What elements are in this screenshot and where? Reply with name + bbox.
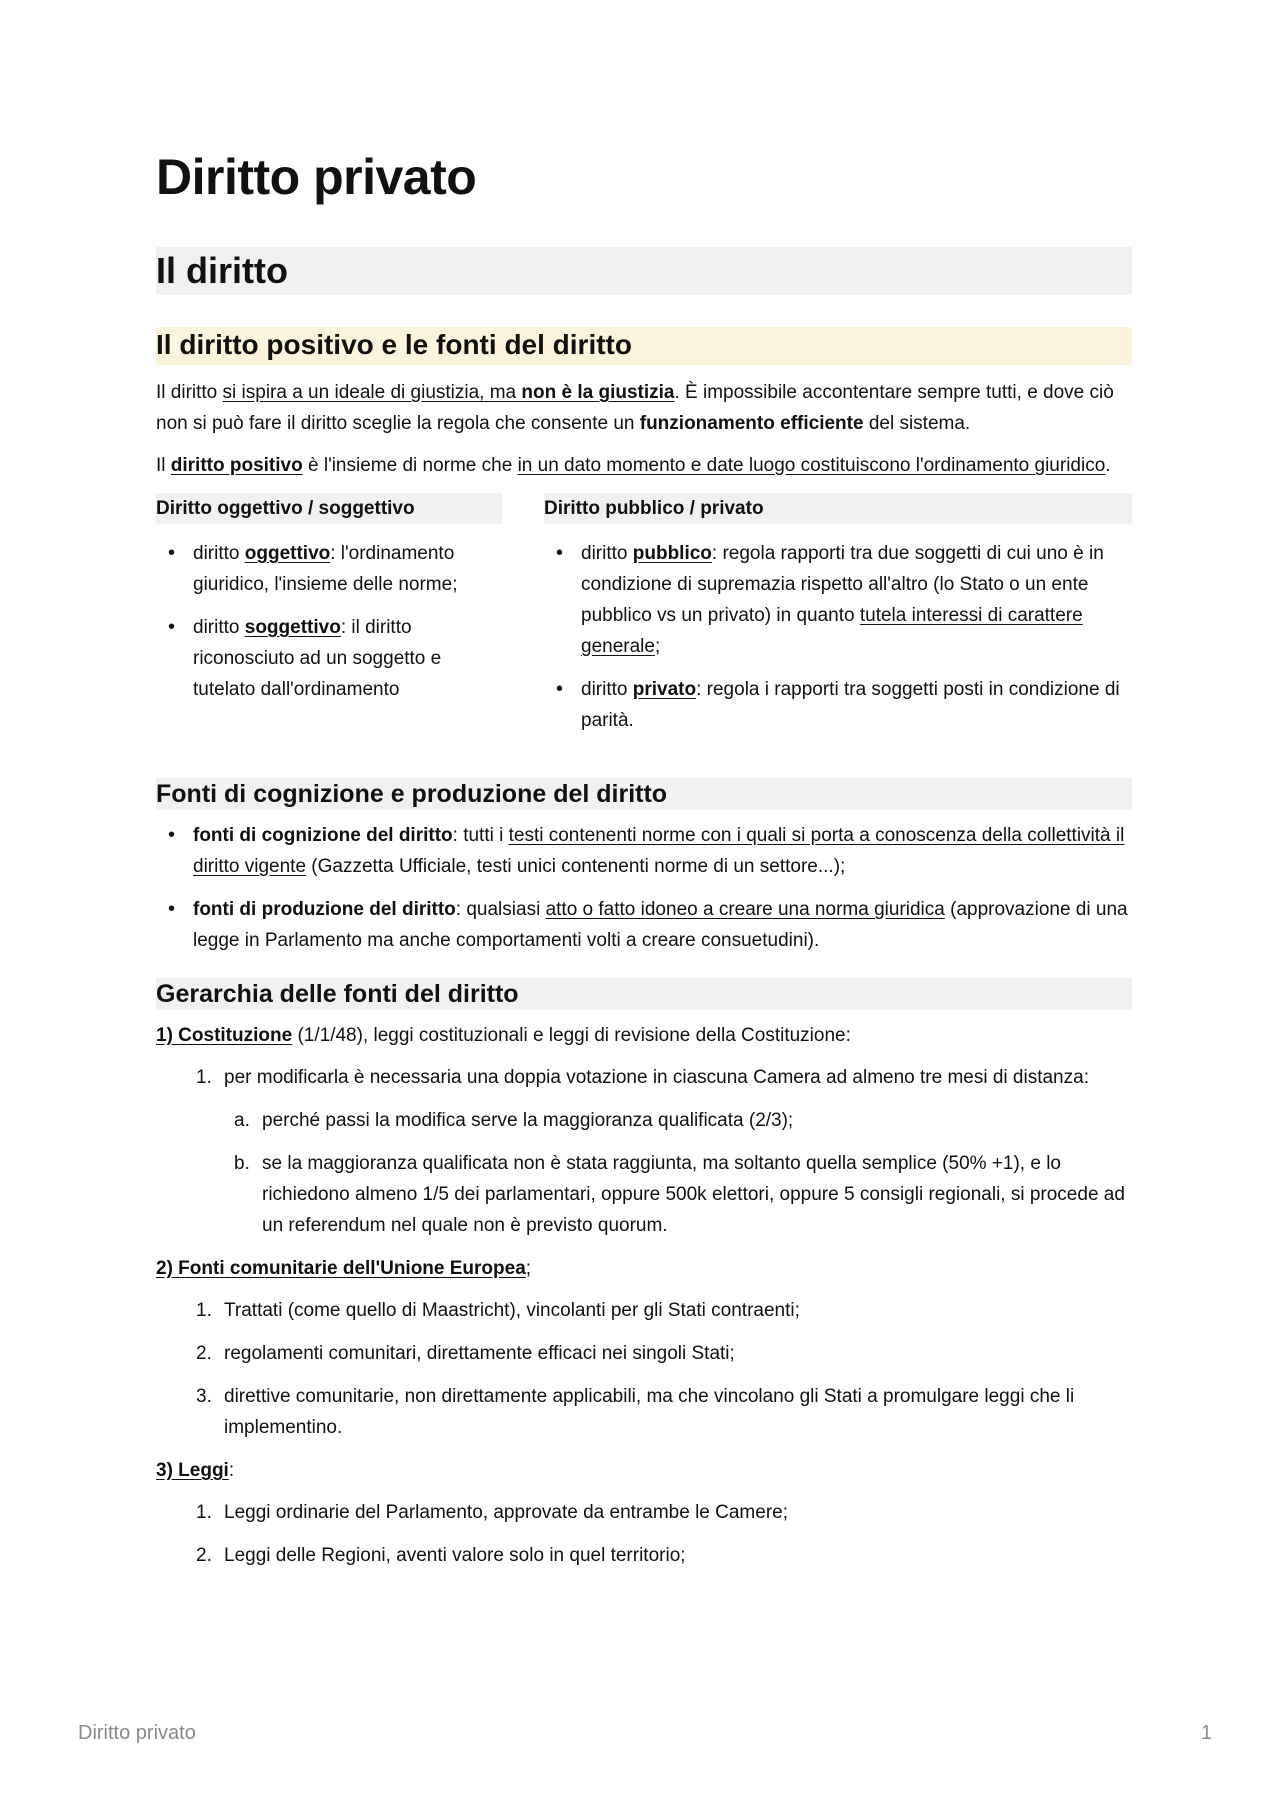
gerarchia-item-costituzione [156, 1020, 1132, 1051]
lettered-list [224, 1105, 1132, 1241]
column-heading: Diritto pubblico / privato [544, 493, 1132, 524]
text: (Gazzetta Ufficiale, testi unici contenenti norme di un settore...); [306, 856, 846, 877]
text: : regola rapporti tra due soggetti di cui uno è in condizione di supremazia rispetto all'altro (lo Stato o un ente pubblico vs un privato) in quanto [581, 543, 1104, 626]
bold-underlined-text: oggettivo [244, 543, 331, 564]
text: : regola i rapporti tra soggetti posti in condizione di parità. [581, 679, 1120, 731]
list-item [156, 1381, 1132, 1443]
list-marker: b. [234, 1153, 250, 1174]
text: Il diritto [156, 382, 223, 403]
text: diritto [193, 617, 245, 638]
text: per modificarla è necessaria una doppia votazione in ciascuna Camera ad almeno tre mesi di distanza: [224, 1067, 1089, 1088]
two-column-block [156, 493, 1132, 748]
text: Il [156, 455, 171, 476]
list-item [224, 1105, 1132, 1136]
bold-underlined-text: 2) Fonti comunitarie dell'Unione Europea [156, 1258, 526, 1279]
list-marker: 3. [196, 1386, 212, 1407]
text: ; [525, 1258, 532, 1279]
bold-underlined-text: pubblico [632, 543, 712, 564]
list-marker: 2. [196, 1545, 212, 1566]
numbered-list [156, 1497, 1132, 1571]
bold-text: fonti di cognizione del diritto [193, 825, 453, 846]
gerarchia-item-fonti-comunitarie [156, 1253, 1132, 1284]
list-item [156, 1497, 1132, 1528]
text: (1/1/48), leggi costituzionali e leggi di revisione della Costituzione: [292, 1025, 851, 1046]
list-item [544, 674, 1132, 736]
text: regolamenti comunitari, direttamente efficaci nei singoli Stati; [224, 1343, 735, 1364]
list-item [156, 538, 502, 600]
underlined-text: in un dato momento e date luogo costituiscono l'ordinamento giuridico [517, 455, 1106, 476]
list-marker: 1. [196, 1067, 212, 1088]
list-item [156, 1295, 1132, 1326]
text: del sistema. [863, 413, 971, 434]
subsection-heading-gerarchia: Gerarchia delle fonti del diritto [156, 978, 1132, 1010]
bold-underlined-text: privato [632, 679, 697, 700]
list-item [156, 1338, 1132, 1369]
subsection-heading-diritto-positivo: Il diritto positivo e le fonti del diritto [156, 327, 1132, 365]
list-item [156, 1062, 1132, 1241]
bold-text: funzionamento efficiente [639, 413, 864, 434]
list-item [156, 1540, 1132, 1571]
underlined-text: si ispira a un ideale di giustizia, ma [222, 382, 522, 403]
bold-underlined-text: 3) Leggi [156, 1460, 229, 1481]
list-item [156, 820, 1132, 882]
document-page [156, 150, 1132, 1583]
text: Leggi delle Regioni, aventi valore solo in quel territorio; [224, 1545, 686, 1566]
list-item [224, 1148, 1132, 1241]
underlined-text: atto o fatto idoneo a creare una norma giuridica [545, 899, 945, 920]
column-heading: Diritto oggettivo / soggettivo [156, 493, 502, 524]
text: : tutti i [452, 825, 509, 846]
bold-underlined-text: non è la giustizia [521, 382, 675, 403]
text: ; [654, 636, 661, 657]
list-marker: a. [234, 1110, 250, 1131]
text: diritto [581, 543, 633, 564]
text: : il diritto riconosciuto ad un soggetto e tutelato dall'ordinamento [193, 617, 442, 700]
paragraph-diritto-positivo [156, 450, 1132, 481]
text: . [1105, 455, 1111, 476]
footer-page-number: 1 [1200, 1722, 1212, 1744]
numbered-list [156, 1295, 1132, 1443]
list-marker: 2. [196, 1343, 212, 1364]
text: : qualsiasi [455, 899, 546, 920]
text: Leggi ordinarie del Parlamento, approvate da entrambe le Camere; [224, 1502, 788, 1523]
list-item [544, 538, 1132, 662]
text: diritto [193, 543, 245, 564]
text: è l'insieme di norme che [302, 455, 518, 476]
text: Trattati (come quello di Maastricht), vincolanti per gli Stati contraenti; [224, 1300, 800, 1321]
footer-document-title: Diritto privato [78, 1722, 196, 1744]
text: direttive comunitarie, non direttamente applicabili, ma che vincolano gli Stati a promulgare leggi che li implementino. [224, 1386, 1075, 1438]
page-title: Diritto privato [156, 149, 477, 205]
column-oggettivo-soggettivo [156, 493, 502, 748]
bold-text: fonti di produzione del diritto [193, 899, 456, 920]
text: : l'ordinamento giuridico, l'insieme delle norme; [193, 543, 458, 595]
text: se la maggioranza qualificata non è stata raggiunta, ma soltanto quella semplice (50% +1), e lo richiedono almeno 1/5 dei parlamentari, oppure 500k elettori, oppure 5 consigli regionali, si procede ad un referendum nel quale non è previsto quorum. [262, 1153, 1125, 1236]
text: . È impossibile accontentare sempre tutti, e dove ciò non si può fare il diritto sceglie la regola che consente un [156, 382, 1114, 434]
column-pubblico-privato [544, 493, 1132, 748]
bold-underlined-text: diritto positivo [170, 455, 303, 476]
list-marker: 1. [196, 1502, 212, 1523]
bullet-list [156, 538, 502, 705]
gerarchia-item-leggi [156, 1455, 1132, 1486]
text: (approvazione di una legge in Parlamento ma anche comportamenti volti a creare consuetudini). [193, 899, 1128, 951]
text: diritto [581, 679, 633, 700]
paragraph-giustizia [156, 377, 1132, 439]
text: perché passi la modifica serve la maggioranza qualificata (2/3); [262, 1110, 794, 1131]
bullet-list [544, 538, 1132, 736]
numbered-list [156, 1062, 1132, 1241]
bold-underlined-text: soggettivo [244, 617, 341, 638]
subsection-heading-fonti-cognizione: Fonti di cognizione e produzione del diritto [156, 778, 1132, 810]
bullet-list [156, 820, 1132, 956]
text: : [228, 1460, 235, 1481]
section-heading-il-diritto: Il diritto [156, 247, 1132, 295]
underlined-text: testi contenenti norme con i quali si porta a conoscenza della collettività il diritto vigente [193, 825, 1125, 877]
list-marker: 1. [196, 1300, 212, 1321]
bold-underlined-text: 1) Costituzione [156, 1025, 293, 1046]
list-item [156, 894, 1132, 956]
underlined-text: tutela interessi di carattere generale [581, 605, 1083, 657]
list-item [156, 612, 502, 705]
